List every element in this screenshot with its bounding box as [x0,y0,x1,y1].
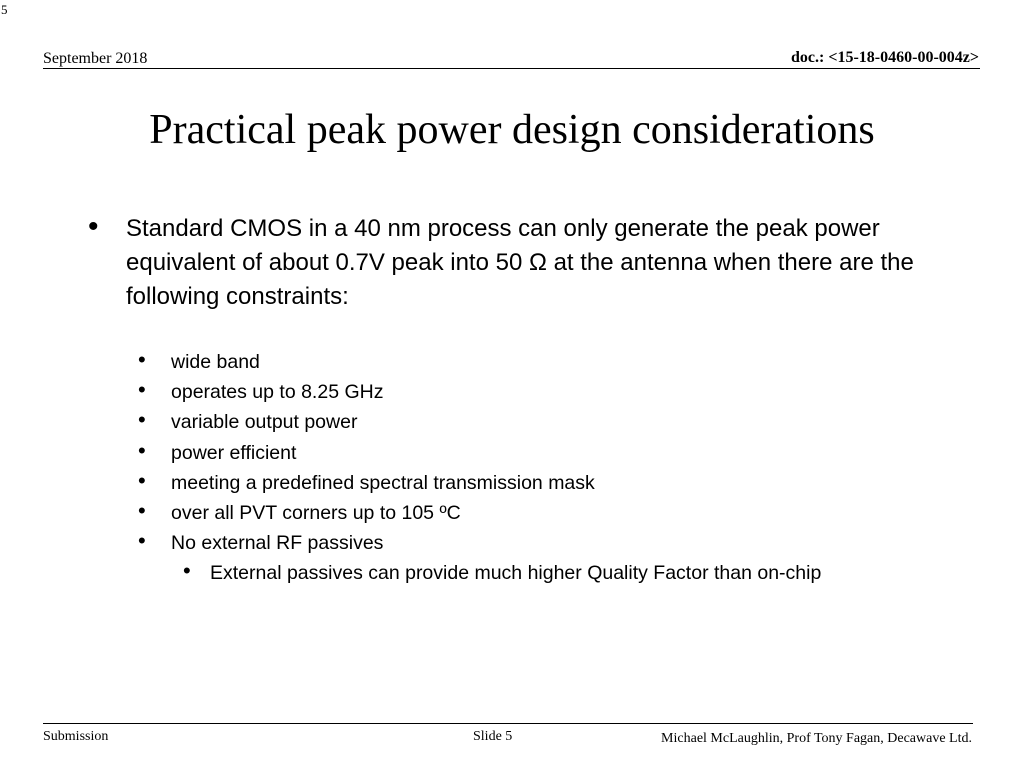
list-item-text: power efficient [171,441,297,464]
nested-list-item [138,557,998,587]
page-number: 5 [1,2,8,17]
bullet-dot: • [88,210,99,243]
list-item [138,406,998,436]
bullet-dot: • [138,437,146,463]
list-item-text: over all PVT corners up to 105 ºC [171,501,461,524]
main-bullet-text: Standard CMOS in a 40 nm process can only generate the peak power equivalent of about 0.7V peak into 50 Ω at the antenna when there are the following constraints: [126,215,914,310]
header-doc-id: doc.: <15-18-0460-00-004z> [791,49,979,66]
list-item-text: wide band [171,351,260,373]
constraints-list [138,346,998,588]
list-item-text: operates up to 8.25 GHz [171,381,384,404]
list-item [138,346,998,376]
footer-slide-number: Slide 5 [473,729,513,744]
bullet-dot: • [138,407,146,433]
bullet-dot: • [138,347,146,372]
list-item [138,437,998,467]
list-item [138,497,998,527]
header-date: September 2018 [43,50,148,67]
list-item-text: meeting a predefined spectral transmission mask [171,471,595,494]
bullet-dot: • [138,497,146,523]
bullet-dot: • [138,467,146,493]
header-divider [43,68,980,69]
bullet-dot: • [138,377,146,403]
footer-submission: Submission [43,729,109,744]
slide-title: Practical peak power design considerations [149,107,875,153]
list-item [138,467,998,497]
list-item [138,527,998,557]
bullet-dot: • [183,558,191,584]
list-item [138,376,998,406]
footer-divider [43,723,973,724]
nested-list-item-text: External passives can provide much higher Quality Factor than on-chip [210,562,822,585]
list-item-text: No external RF passives [171,532,384,555]
footer-authors: Michael McLaughlin, Prof Tony Fagan, Decawave Ltd. [661,731,972,746]
list-item-text: variable output power [171,411,358,434]
bullet-dot: • [138,528,146,554]
